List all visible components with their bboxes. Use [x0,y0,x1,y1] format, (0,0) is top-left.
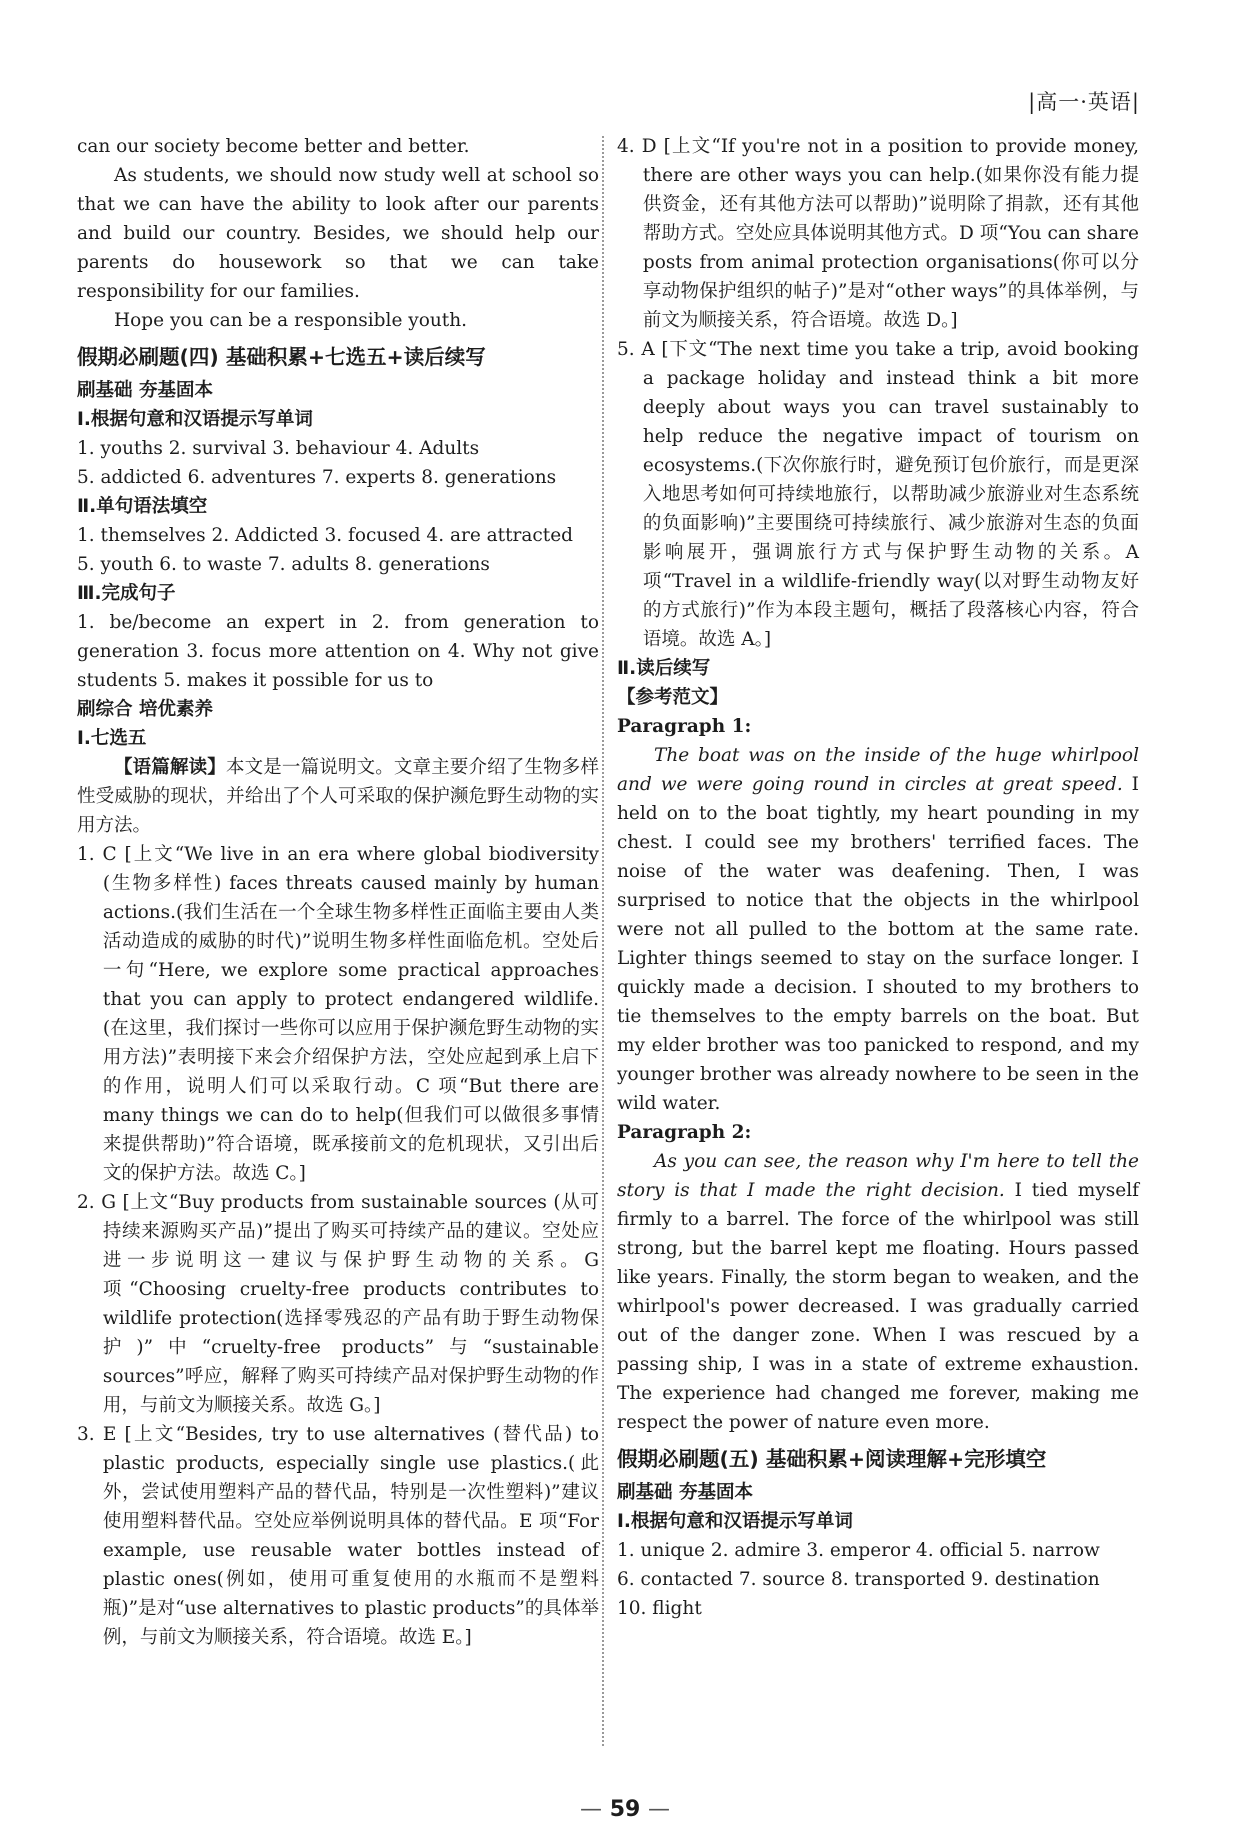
paragraph-1-body: I held on to the boat tightly, my heart pounding in my chest. I could see my brothers' terrified faces. The noise of the water was deafening. Then, I was surprised to notice that the objects in the whirlpool were not all pulled to the bottom at the same rate. Lighter things seemed to stay on the surface longer. I quickly made a decision. I shouted to my brothers to tie themselves to the empty barrels on the boat. But my elder brother was too panicked to respond, and my younger brother was already nowhere to be seen in the wild water. [617,774,1139,1114]
paragraph-2-opening: As you can see, the reason why I'm here to tell the story is that I made the right decision. [617,1151,1139,1201]
paragraph-2-body: I tied myself firmly to a barrel. The force of the whirlpool was still strong, but the barrel kept me floating. Hours passed like years. Finally, the storm began to weaken, and the whirlpool's power decreased. I was gradually carried out of the danger zone. When I was rescued by a passing ship, I was in a state of extreme exhaustion. The experience had changed me forever, making me respect the power of nature even more. [617,1180,1139,1433]
analysis-label: 【语篇解读】 [114,757,226,778]
dash-left: — [580,1797,603,1822]
answers-paragraph: 1. be/become an expert in 2. from generation to generation 3. focus more attention on 4. Why not give students 5. makes it possible for us to [77,612,599,691]
answers-line: 6. contacted 7. source 8. transported 9. destination [617,1569,1100,1590]
left-column [77,132,599,1652]
part-continuation-writing: Ⅱ.读后续写 [617,658,711,679]
answers-line: 5. youth 6. to waste 7. adults 8. generations [77,554,490,575]
part-2-title: Ⅱ.单句语法填空 [77,496,208,517]
essay-closing: Hope you can be a responsible youth. [114,310,468,331]
section-5-title: 假期必刷题(五) 基础积累+阅读理解+完形填空 [617,1447,1047,1471]
essay-line: can our society become better and better. [77,136,470,157]
section-4-title: 假期必刷题(四) 基础积累+七选五+读后续写 [77,345,486,369]
paragraph-2-label: Paragraph 2: [617,1122,752,1143]
part-seven-choose-five: Ⅰ.七选五 [77,728,147,749]
answer-explanation-4: 4. D [上文“If you're not in a position to provide money, there are other ways you can help.(如果你没有能力提供资金，还有其他方法可以帮助)”说明除了捐款，还有其他帮助方式。空处应具体说明其他方式。D 项“You can share posts from animal protection organisations(你可以分享动物保护组织的帖子)”是对“other ways”的具体举例，与前文为顺接关系，符合语境。故选 D。] [617,136,1139,331]
passage-analysis [77,753,599,840]
subsection-comprehensive: 刷综合 培优素养 [77,699,213,720]
answers-line: 10. flight [617,1598,702,1619]
subsection-basic: 刷基础 夯基固本 [77,380,213,401]
answers-line: 1. youths 2. survival 3. behaviour 4. Adults [77,438,480,459]
sample-paragraph-2 [617,1147,1139,1437]
answer-explanation-2: 2. G [上文“Buy products from sustainable sources (从可持续来源购买产品)”提出了购买可持续产品的建议。空处应进一步说明这一建议与保护野生动物的关系。G 项“Choosing cruelty-free products contributes to wildlife protection(选择零残忍的产品有助于野生动物保护)”中“cruelty-free products”与“sustainable sources”呼应，解释了购买可持续产品对保护野生动物的作用，与前文为顺接关系。故选 G。] [77,1192,599,1416]
sample-paragraph-1 [617,741,1139,1118]
header-subject: |高一·英语| [1028,90,1140,114]
part-1-title: Ⅰ.根据句意和汉语提示写单词 [77,409,313,430]
sample-essay-label: 【参考范文】 [617,687,729,708]
answers-line: 1. themselves 2. Addicted 3. focused 4. are attracted [77,525,574,546]
page-number-value: 59 [609,1797,641,1822]
right-column [617,132,1139,1623]
part-3-title: Ⅲ.完成句子 [77,583,176,604]
answer-explanation-3: 3. E [上文“Besides, try to use alternatives (替代品) to plastic products, especially single use plastics.(此外，尝试使用塑料产品的替代品，特别是一次性塑料)”建议使用塑料替代品。空处应举例说明具体的替代品。E 项“For example, use reusable water bottles instead of plastic ones(例如，使用可重复使用的水瓶而不是塑料瓶)”是对“use alternatives to plastic products”的具体举例，与前文为顺接关系，符合语境。故选 E。] [77,1424,599,1648]
answers-line: 1. unique 2. admire 3. emperor 4. official 5. narrow [617,1540,1100,1561]
answers-line: 5. addicted 6. adventures 7. experts 8. generations [77,467,557,488]
subsection-basic-5: 刷基础 夯基固本 [617,1482,753,1503]
dash-right: — [647,1797,670,1822]
essay-paragraph: As students, we should now study well at school so that we can have the ability to look after our parents and build our country. Besides, we should help our parents do housework so that we can take responsibility for our families. [77,165,599,302]
analysis-text: 本文是一篇说明文。文章主要介绍了生物多样性受威胁的现状，并给出了个人可采取的保护濒危野生动物的实用方法。 [77,757,599,836]
part-1-title-5: Ⅰ.根据句意和汉语提示写单词 [617,1511,853,1532]
answer-explanation-1: 1. C [上文“We live in an era where global biodiversity (生物多样性) faces threats caused mainly by human actions.(我们生活在一个全球生物多样性正面临主要由人类活动造成的威胁的时代)”说明生物多样性面临危机。空处后一句“Here, we explore some practical approaches that you can apply to protect endangered wildlife.(在这里，我们探讨一些你可以应用于保护濒危野生动物的实用方法)”表明接下来会介绍保护方法，空处应起到承上启下的作用，说明人们可以采取行动。C 项“But there are many things we can do to help(但我们可以做很多事情来提供帮助)”符合语境，既承接前文的危机现状，又引出后文的保护方法。故选 C。] [77,844,599,1184]
paragraph-1-opening: The boat was on the inside of the huge whirlpool and we were going round in circles at great speed. [617,745,1139,795]
page-number [0,1797,1250,1822]
column-divider [602,136,605,1746]
paragraph-1-label: Paragraph 1: [617,716,752,737]
answer-explanation-5: 5. A [下文“The next time you take a trip, avoid booking a package holiday and instead think a bit more deeply about ways you can travel sustainably to help reduce the negative impact of tourism on ecosystems.(下次你旅行时，避免预订包价旅行，而是更深入地思考如何可持续地旅行，以帮助减少旅游业对生态系统的负面影响)”主要围绕可持续旅行、减少旅游对生态的负面影响展开，强调旅行方式与保护野生动物的关系。A 项“Travel in a wildlife-friendly way(以对野生动物友好的方式旅行)”作为本段主题句，概括了段落核心内容，符合语境。故选 A。] [617,339,1139,650]
